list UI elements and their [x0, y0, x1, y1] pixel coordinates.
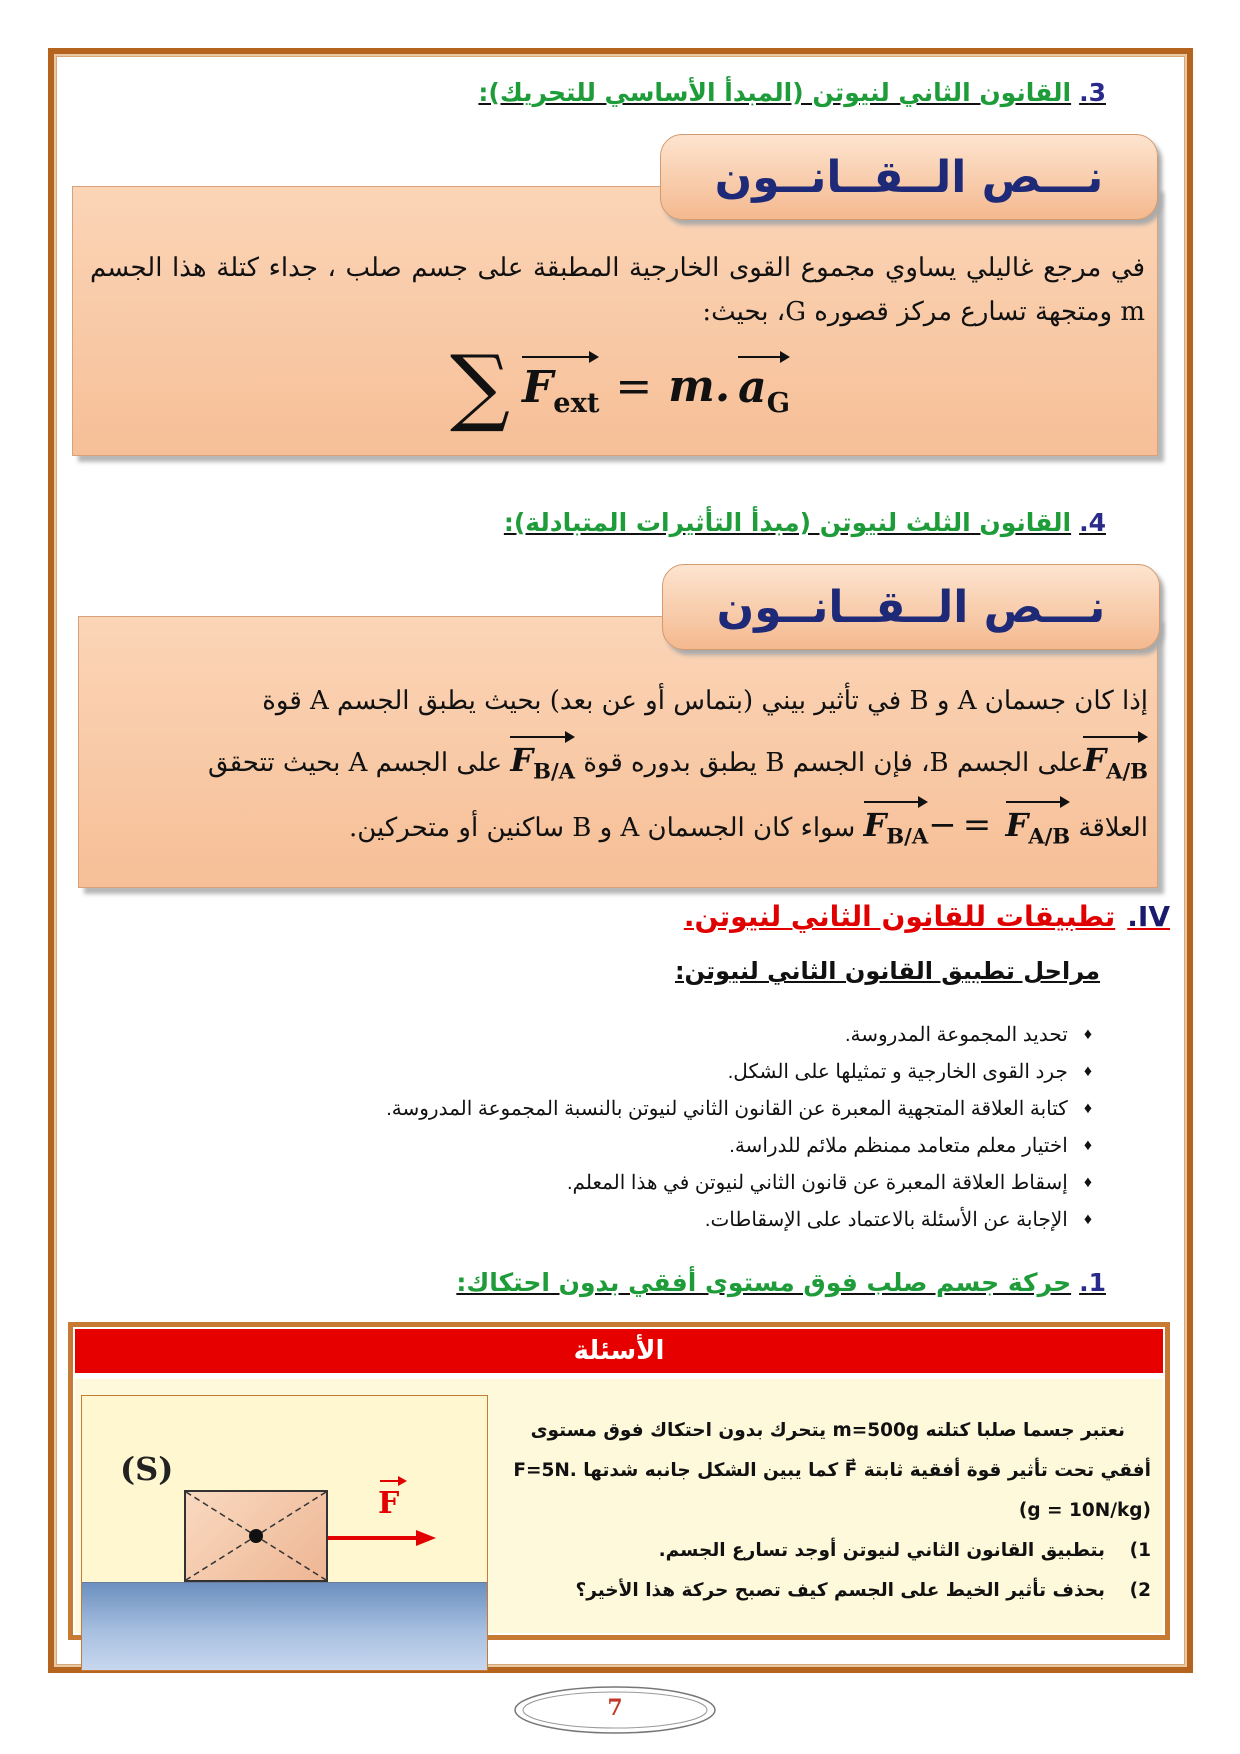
- vector-f-ext: $F_{ext}$: [522, 354, 599, 419]
- diamond-bullet-icon: ♦: [1083, 1062, 1092, 1080]
- eq-vector-f-ba: $F_{B/A}$: [864, 798, 929, 853]
- questions-body: [75, 1379, 1163, 1633]
- diamond-bullet-icon: ♦: [1083, 1210, 1092, 1228]
- mass-m: m.: [668, 360, 731, 412]
- vector-f-ab: $F_{A/B}$: [1083, 733, 1148, 788]
- section-4-title: القانون الثلث لنيوتن (مبدأ التأثيرات المتبادلة):: [503, 508, 1072, 537]
- eq-equals: =: [962, 805, 992, 845]
- eq-vector-f-ab: $F_{A/B}$: [1006, 798, 1071, 853]
- question-item: 1) بتطبيق القانون الثاني لنيوتن أوجد تسارع الجسم.: [658, 1540, 1151, 1561]
- diamond-bullet-icon: ♦: [1083, 1136, 1092, 1154]
- questions-header: [75, 1329, 1163, 1373]
- law-3-line-2: $F_{A/B}على$ الجسم B، فإن الجسم B يطبق بدوره قوة $F_{B/A}$ على الجسم A بحيث تتحقق: [92, 732, 1148, 794]
- section-3-title: القانون الثاني لنيوتن (المبدأ الأساسي للتحريك):: [478, 78, 1072, 107]
- section-iv-title: [684, 900, 1170, 933]
- vector-f-ba: $F_{B/A}$: [510, 733, 575, 788]
- section-3-heading: [478, 78, 1106, 107]
- law-3-line-3: العلاقة $F_{A/B} =-F_{B/A}$ سواء كان الجسمان A و B ساكنين أو متحركين.: [92, 794, 1148, 859]
- force-label: F: [378, 1486, 400, 1521]
- law-3-tab-label: نـــص الــقــانــون: [716, 581, 1106, 633]
- diamond-bullet-icon: ♦: [1083, 1099, 1092, 1117]
- block-diagonals-icon: [186, 1492, 326, 1580]
- law-3-tab: [662, 564, 1160, 650]
- diamond-bullet-icon: ♦: [1083, 1173, 1092, 1191]
- law-3-line-1: إذا كان جسمان A و B في تأثير بيني (بتماس أو عن بعد) بحيث يطبق الجسم A قوة: [262, 686, 1148, 716]
- list-item: ♦ تحديد المجموعة المدروسة.: [844, 1024, 1092, 1046]
- list-item: ♦ كتابة العلاقة المتجهية المعبرة عن القانون الثاني لنيوتن بالنسبة المجموعة المدروسة.: [386, 1098, 1092, 1120]
- law-2-tab-label: نـــص الــقــانــون: [714, 151, 1104, 203]
- sum-symbol: ∑: [450, 337, 510, 435]
- horizontal-plane: [82, 1582, 487, 1670]
- diamond-bullet-icon: ♦: [1083, 1025, 1092, 1043]
- questions-list: [511, 1531, 1151, 1611]
- solid-label: (S): [120, 1450, 174, 1488]
- section-iv-roman: IV.: [1127, 900, 1170, 933]
- steps-title: مراحل تطبيق القانون الثاني لنيوتن:: [674, 957, 1100, 985]
- questions-text: [511, 1411, 1151, 1611]
- subsection-1-number: 1.: [1079, 1268, 1106, 1297]
- questions-box: [68, 1322, 1170, 1640]
- law-3-text: [92, 670, 1148, 859]
- section-4-heading: [504, 508, 1106, 537]
- solid-block: [184, 1490, 328, 1582]
- force-arrow-icon: [328, 1526, 438, 1550]
- subsection-1-title: حركة جسم صلب فوق مستوى أفقي بدون احتكاك:: [456, 1268, 1072, 1297]
- questions-header-label: الأسئلة: [573, 1336, 665, 1366]
- law-2-equation: [450, 337, 790, 435]
- question-item: 2) بحذف تأثير الخيط على الجسم كيف تصبح حركة هذا الأخير؟: [575, 1580, 1151, 1601]
- list-item: ♦ اختيار معلم متعامد ممنظم ملائم للدراسة.: [729, 1135, 1092, 1157]
- section-3-number: 3.: [1079, 78, 1106, 107]
- page-number: [510, 1683, 720, 1737]
- section-iv-text: تطبيقات للقانون الثاني لنيوتن.: [683, 900, 1116, 933]
- subsection-1-heading: [456, 1268, 1106, 1297]
- questions-intro: نعتبر جسما صلبا كتلته m=500g يتحرك بدون احتكاك فوق مستوى أفقي تحت تأثير قوة أفقية ثابتة F⃗ كما يبين الشكل جانبه شدتها F=5N. (g = 10N/kg): [513, 1420, 1151, 1521]
- list-item: ♦ جرد القوى الخارجية و تمثيلها على الشكل.: [727, 1061, 1092, 1083]
- section-4-number: 4.: [1079, 508, 1106, 537]
- steps-list: [212, 1016, 1092, 1238]
- law-2-tab: [660, 134, 1158, 220]
- page-number-label: 7: [607, 1695, 623, 1721]
- equals-sign: =: [615, 360, 653, 412]
- list-item: ♦ إسقاط العلاقة المعبرة عن قانون الثاني لنيوتن في هذا المعلم.: [566, 1172, 1092, 1194]
- physics-figure: [81, 1395, 488, 1671]
- eq-minus: −: [928, 805, 957, 845]
- list-item: ♦ الإجابة عن الأسئلة بالاعتماد على الإسقاطات.: [704, 1209, 1092, 1231]
- law-2-text: في مرجع غاليلي يساوي مجموع القوى الخارجية المطبقة على جسم صلب ، جداء كتلة هذا الجسم m ومتجهة تسارع مركز قصوره G، بحيث:: [90, 253, 1145, 327]
- vector-a-g: $a_G$: [738, 354, 790, 419]
